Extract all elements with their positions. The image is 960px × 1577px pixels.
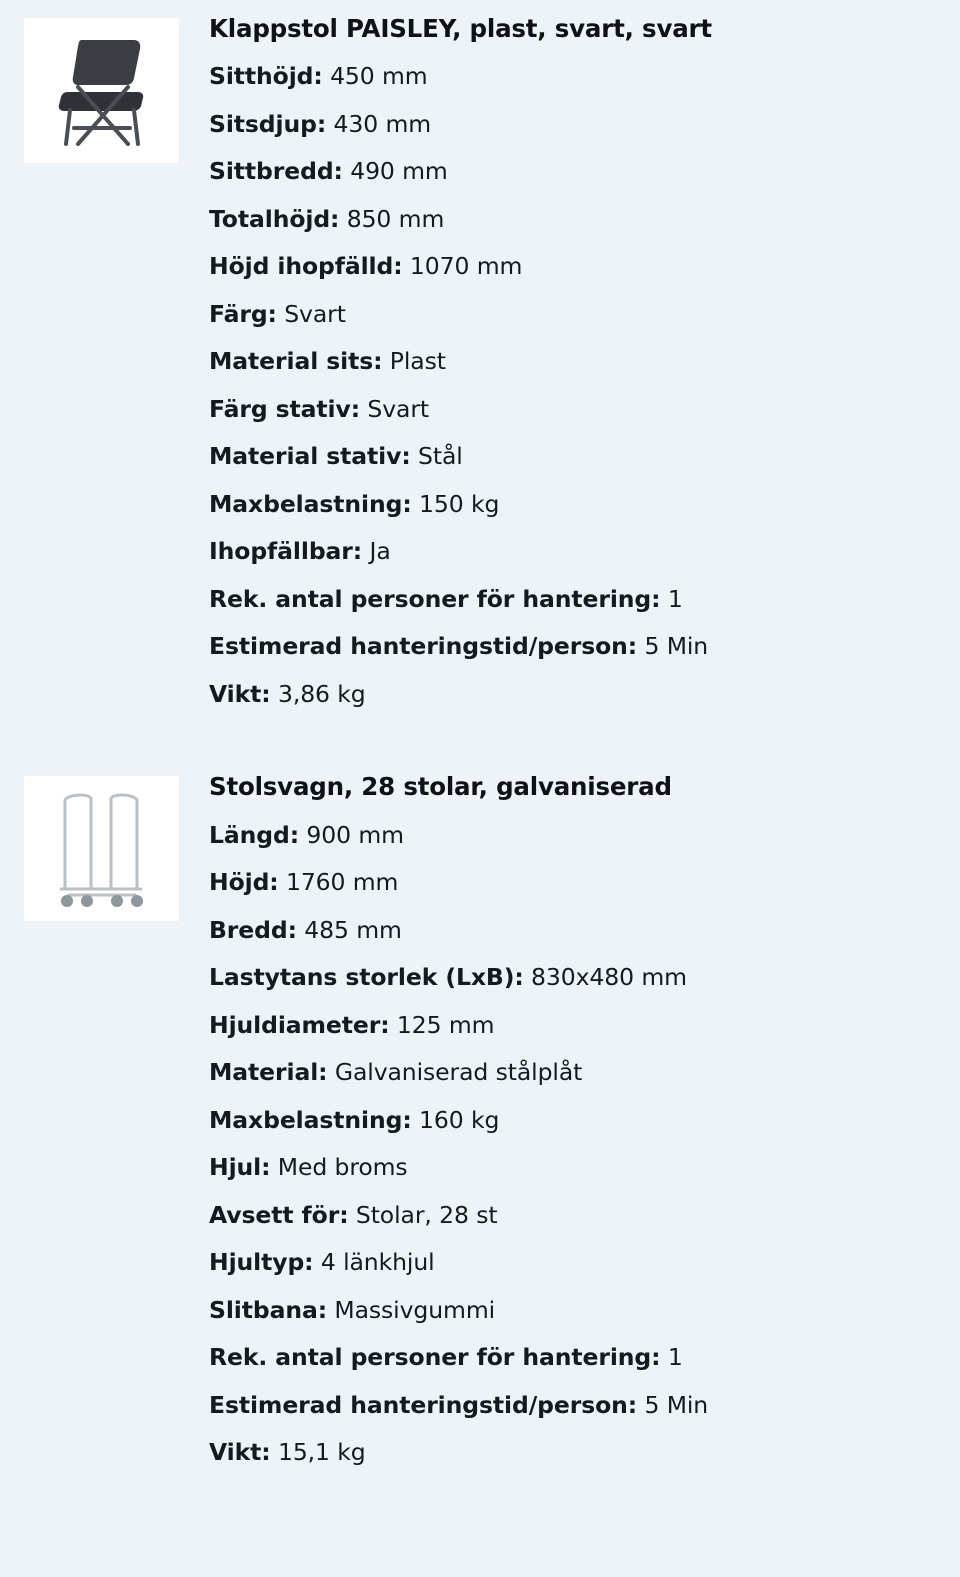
spec-key: Maxbelastning: [209,1105,412,1134]
folding-chair-icon [42,32,162,150]
spec-row [209,1248,936,1277]
spec-key: Material: [209,1058,328,1087]
spec-key: Rek. antal personer för hantering: [209,584,661,613]
spec-row [209,252,936,281]
spec-key: Vikt: [209,679,271,708]
spec-key: Rek. antal personer för hantering: [209,1343,661,1372]
spec-value: 490 mm [350,157,448,186]
spec-key: Totalhöjd: [209,204,340,233]
spec-row [209,1105,936,1134]
spec-key: Lastytans storlek (LxB): [209,963,524,992]
spec-row [209,820,936,849]
chair-trolley-icon [43,785,161,913]
spec-value: Svart [367,394,429,423]
spec-value: 850 mm [346,204,445,233]
spec-key: Hjul: [209,1153,271,1182]
spec-row [209,1343,936,1372]
spec-row [209,299,936,328]
spec-row [209,489,936,518]
product-title: Klappstol PAISLEY, plast, svart, svart [209,14,712,43]
spec-key: Ihopfällbar: [209,537,363,566]
product-info [179,8,936,706]
spec-key: Estimerad hanteringstid/person: [209,1390,638,1419]
spec-key: Maxbelastning: [209,489,412,518]
product-info [179,766,936,1467]
spec-key: Material sits: [209,347,383,376]
spec-row [209,584,936,613]
product-card [24,0,936,706]
spec-key: Höjd ihopfälld: [209,252,403,281]
spec-row [209,1390,936,1419]
spec-value: Stål [418,442,463,471]
spec-row [209,679,936,708]
spec-row [209,157,936,186]
spec-value: Ja [369,537,391,566]
spec-row [209,868,936,897]
spec-value: 125 mm [396,1010,495,1039]
spec-row [209,1153,936,1182]
spec-value: 900 mm [306,820,404,849]
spec-row [209,632,936,661]
spec-value: 5 Min [644,632,709,661]
spec-value: Massivgummi [334,1295,496,1324]
spec-value: 830x480 mm [531,963,687,992]
spec-value: 3,86 kg [277,679,366,708]
spec-value: 1 [667,1343,683,1372]
spec-row [209,963,936,992]
spec-value: 485 mm [304,915,402,944]
spec-value: 430 mm [333,109,432,138]
spec-key: Färg stativ: [209,394,361,423]
spec-row [209,109,936,138]
spec-key: Sittbredd: [209,157,343,186]
product-card [24,706,936,1467]
spec-value: 15,1 kg [277,1438,366,1467]
spec-key: Sitsdjup: [209,109,327,138]
spec-row [209,1058,936,1087]
spec-value: 160 kg [419,1105,500,1134]
product-image-wrap [24,766,179,921]
spec-value: 1760 mm [285,868,399,897]
spec-row [209,1295,936,1324]
spec-key: Färg: [209,299,277,328]
spec-key: Hjuldiameter: [209,1010,390,1039]
spec-value: 1 [667,584,683,613]
product-image-wrap [24,8,179,163]
spec-key: Höjd: [209,868,279,897]
spec-row [209,204,936,233]
spec-key: Slitbana: [209,1295,328,1324]
spec-key: Sitthöjd: [209,62,323,91]
product-thumbnail [24,776,179,921]
spec-value: 1070 mm [409,252,523,281]
spec-value: Galvaniserad stålplåt [334,1058,583,1087]
spec-value: 4 länkhjul [320,1248,435,1277]
spec-key: Längd: [209,820,300,849]
product-thumbnail [24,18,179,163]
spec-key: Hjultyp: [209,1248,314,1277]
spec-value: Med broms [277,1153,408,1182]
spec-row [209,1200,936,1229]
spec-row [209,537,936,566]
spec-value: Stolar, 28 st [355,1200,498,1229]
spec-value: 150 kg [419,489,500,518]
spec-row [209,62,936,91]
spec-key: Avsett för: [209,1200,349,1229]
spec-row [209,347,936,376]
spec-key: Vikt: [209,1438,271,1467]
spec-key: Material stativ: [209,442,411,471]
spec-key: Estimerad hanteringstid/person: [209,632,638,661]
spec-row [209,1438,936,1467]
spec-row [209,915,936,944]
product-title: Stolsvagn, 28 stolar, galvaniserad [209,772,672,802]
spec-value: 450 mm [330,62,428,91]
spec-row [209,394,936,423]
spec-value: 5 Min [644,1390,709,1419]
spec-value: Plast [389,347,446,376]
spec-value: Svart [284,299,346,328]
spec-row [209,442,936,471]
spec-row [209,1010,936,1039]
spec-key: Bredd: [209,915,297,944]
